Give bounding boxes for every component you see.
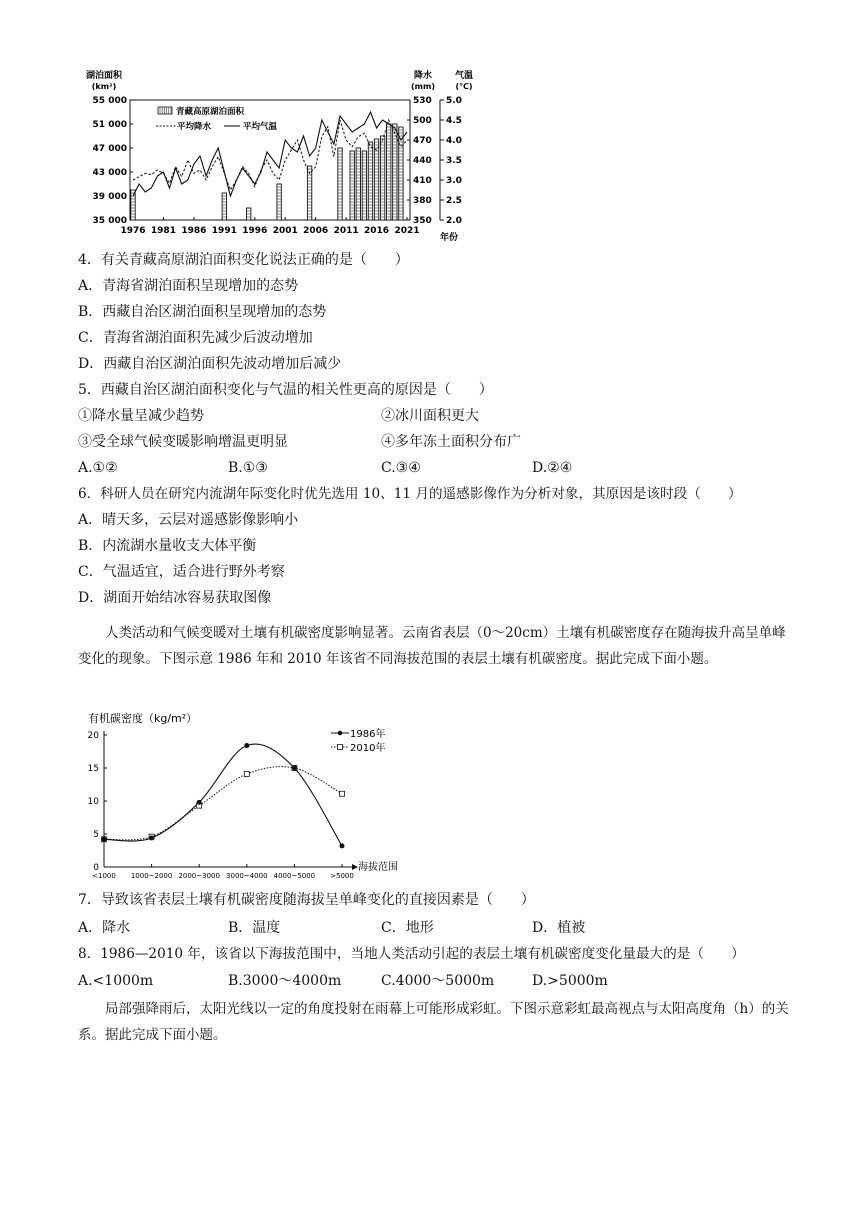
q7-option-a[interactable]: A．降水: [78, 920, 131, 936]
point-1986: [292, 766, 297, 771]
point-1986: [197, 800, 202, 805]
x-tick-label: 4000~5000: [273, 872, 316, 880]
legend-area-label: 青藏高原湖泊面积: [176, 107, 245, 117]
area-bar: [380, 136, 384, 220]
temp-tick-label: 3.5: [446, 156, 462, 166]
area-bar: [277, 184, 281, 220]
left-tick-label: 35 000: [92, 216, 127, 226]
legend: [156, 106, 278, 132]
x-tick-label: <1000: [92, 872, 116, 880]
area-bar: [356, 148, 360, 220]
temp-axis-title: 气温: [454, 71, 474, 81]
precip-axis-unit: (mm): [411, 82, 435, 91]
q6-option-c[interactable]: C．气温适宜，适合进行野外考察: [78, 564, 285, 580]
intro-paragraph-rainbow: 局部强降雨后，太阳光线以一定的角度投射在雨幕上可能形成彩虹。下图示意彩虹最高视点与太阳高度角（h）的关系。据此完成下面小题。: [78, 1001, 789, 1043]
x-tick-label: 1976: [120, 226, 146, 236]
x-axis-title: 年份: [440, 233, 459, 243]
y-tick-label: 15: [87, 764, 99, 774]
soil-carbon-density-chart: [84, 710, 414, 880]
q8-stem: 8．1986—2010 年，该省以下海拔范围中，当地人类活动引起的表层土壤有机碳密度变化量最大的是（ ）: [78, 946, 745, 962]
precip-tick-label: 410: [413, 176, 432, 186]
x-tick-label: 2001: [272, 226, 298, 236]
x-tick-label: 2011: [333, 226, 359, 236]
y-tick-label: 5: [93, 830, 99, 840]
q8-option-b[interactable]: B.3000～4000m: [228, 973, 342, 989]
left-tick-label: 47 000: [92, 144, 127, 154]
x-tick-label: >5000: [330, 872, 354, 880]
x-tick-label: 2016: [364, 226, 390, 236]
precip-tick-label: 440: [413, 156, 432, 166]
left-axis-unit: (km²): [91, 82, 117, 91]
q6-option-b[interactable]: B．内流湖水量收支大体平衡: [78, 538, 257, 554]
point-2010: [244, 771, 249, 776]
q5-option-d[interactable]: D.②④: [532, 460, 573, 476]
area-bar: [338, 148, 342, 220]
q6-stem: 6．科研人员在研究内流湖年际变化时优先选用 10、11 月的遥感影像作为分析对象，其原因是该时段（ ）: [78, 486, 742, 502]
q4-option-b[interactable]: B．西藏自治区湖泊面积呈现增加的态势: [78, 304, 327, 320]
x-tick-label: 2021: [394, 226, 420, 236]
area-bar: [393, 124, 397, 220]
q7-stem: 7．导致该省表层土壤有机碳密度随海拔呈单峰变化的直接因素是（ ）: [78, 892, 535, 908]
q4-stem: 4．有关青藏高原湖泊面积变化说法正确的是（ ）: [78, 252, 409, 268]
area-bar: [368, 142, 372, 220]
temp-tick-label: 4.0: [446, 136, 462, 146]
area-bar: [399, 127, 403, 220]
legend-1986-label: 1986年: [350, 729, 386, 740]
point-2010: [340, 791, 345, 796]
left-tick-label: 51 000: [92, 120, 127, 130]
area-bar: [222, 193, 226, 220]
precip-tick-label: 500: [413, 116, 432, 126]
legend-2010-label: 2010年: [350, 743, 386, 754]
precip-tick-label: 350: [413, 216, 432, 226]
temp-tick-label: 5.0: [446, 96, 462, 106]
left-tick-label: 43 000: [92, 168, 127, 178]
q8-option-a[interactable]: A.<1000m: [78, 973, 154, 989]
q8-option-d[interactable]: D.>5000m: [532, 973, 608, 989]
y-tick-label: 10: [87, 797, 99, 807]
left-axis-title: 湖泊面积: [85, 71, 123, 81]
q5-statement-1: ①降水量呈减少趋势: [78, 408, 204, 424]
point-1986: [149, 835, 154, 840]
x-tick-label: 1000~2000: [130, 872, 173, 880]
lake-area-climate-chart: [80, 68, 480, 246]
precip-axis-title: 降水: [413, 71, 433, 81]
q4-option-d[interactable]: D．西藏自治区湖泊面积先波动增加后减少: [78, 356, 342, 372]
x-tick-label: 3000~4000: [226, 872, 268, 880]
q5-option-a[interactable]: A.①②: [78, 460, 118, 476]
q5-statement-3: ③受全球气候变暖影响增温更明显: [78, 434, 288, 450]
precip-tick-label: 530: [413, 96, 432, 106]
q6-option-a[interactable]: A．晴天多，云层对遥感影像影响小: [78, 512, 299, 528]
y-tick-label: 20: [87, 731, 99, 741]
series-2010-line: [104, 767, 342, 840]
intro-paragraph-soil-carbon: 人类活动和气候变暖对土壤有机碳密度影响显著。云南省表层（0～20cm）土壤有机碳密度存在随海拔升高呈单峰变化的现象。下图示意 1986 年和 2010 年该省不同海拔范围的表层土壤有机碳密度。据此完成下面小题。: [78, 625, 786, 667]
q5-statement-2: ②冰川面积更大: [381, 408, 479, 424]
x-tick-label: 2000~3000: [178, 872, 220, 880]
point-1986: [340, 843, 345, 848]
precip-tick-label: 470: [413, 136, 432, 146]
area-bar: [362, 151, 366, 220]
temp-tick-label: 2.5: [446, 196, 462, 206]
point-1986: [244, 743, 249, 748]
x-tick-label: 1991: [211, 226, 237, 236]
q8-option-c[interactable]: C.4000～5000m: [381, 973, 495, 989]
q5-option-c[interactable]: C.③④: [381, 460, 421, 476]
q6-option-d[interactable]: D．湖面开始结冰容易获取图像: [78, 590, 272, 606]
series-1986-line: [104, 744, 342, 846]
precip-tick-label: 380: [413, 196, 432, 206]
y-tick-label: 0: [93, 863, 99, 873]
area-bar: [131, 190, 135, 220]
area-bar: [307, 166, 311, 220]
left-tick-label: 39 000: [92, 192, 127, 202]
legend-temp-label: 平均气温: [243, 122, 278, 132]
temp-axis-unit: (℃): [455, 82, 473, 91]
left-tick-label: 55 000: [92, 96, 127, 106]
q5-statement-4: ④多年冻土面积分布广: [381, 434, 521, 450]
legend-precip-label: 平均降水: [177, 122, 212, 132]
point-1986: [102, 837, 107, 842]
temp-tick-label: 4.5: [446, 116, 462, 126]
q7-option-d[interactable]: D．植被: [532, 920, 586, 936]
area-bar: [350, 151, 354, 220]
x-tick-label: 1996: [242, 226, 268, 236]
q4-option-a[interactable]: A．青海省湖泊面积呈现增加的态势: [78, 278, 299, 294]
area-bar: [246, 208, 250, 220]
q5-stem: 5．西藏自治区湖泊面积变化与气温的相关性更高的原因是（ ）: [78, 382, 493, 398]
q4-option-c[interactable]: C．青海省湖泊面积先减少后波动增加: [78, 330, 313, 346]
x-tick-label: 1981: [150, 226, 176, 236]
x-tick-label: 1986: [181, 226, 207, 236]
q5-option-b[interactable]: B.①③: [228, 460, 268, 476]
x-tick-label: 2006: [303, 226, 329, 236]
x-axis-title: 海拔范围: [358, 862, 398, 873]
temp-tick-label: 3.0: [446, 176, 462, 186]
q7-option-b[interactable]: B．温度: [228, 920, 281, 936]
q7-option-c[interactable]: C．地形: [381, 920, 434, 936]
temp-tick-label: 2.0: [446, 216, 462, 226]
area-bar: [387, 124, 391, 220]
area-bar: [374, 139, 378, 220]
legend: [331, 727, 385, 754]
y-axis-title: 有机碳密度（kg/m²）: [88, 712, 198, 725]
